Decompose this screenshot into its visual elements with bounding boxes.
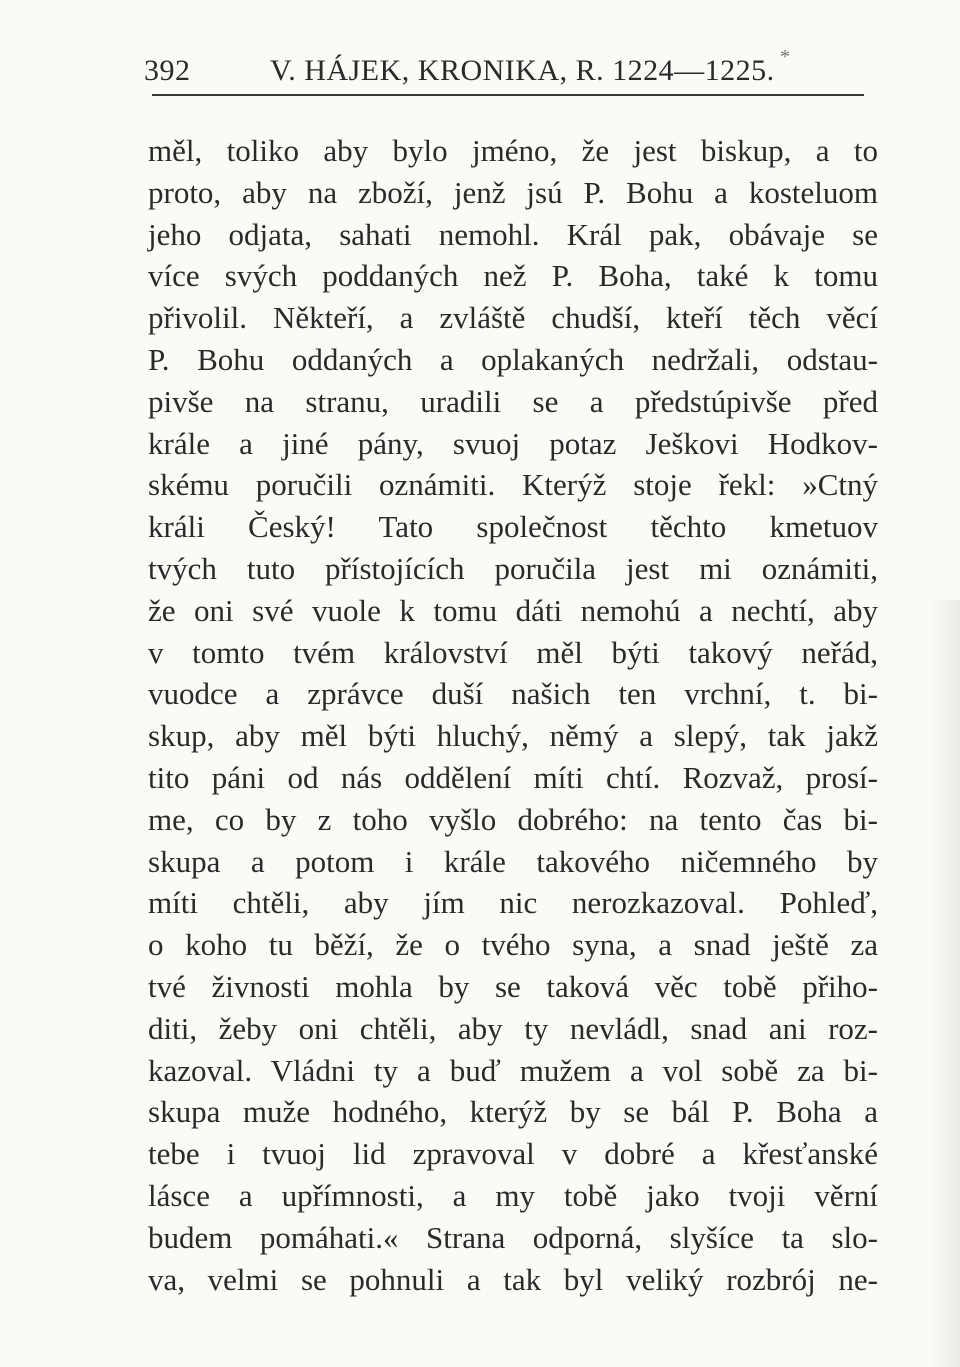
text-line: skupa a potom i krále takového ničemného by: [148, 843, 878, 879]
text-line: tebe i tvuoj lid zpravoval v dobré a křesťanské: [148, 1136, 878, 1172]
text-line: míti chtěli, aby jím nic nerozkazoval. Pohleď,: [148, 885, 878, 921]
text-line: jeho odjata, sahati nemohl. Král pak, obávaje se: [148, 216, 878, 252]
text-line: skému poručili oznámiti. Kterýž stoje řekl: »Ctný: [148, 467, 878, 503]
text-line: va, velmi se pohnuli a tak byl veliký rozbrój ne-: [148, 1261, 878, 1297]
text-line: skupa muže hodného, kterýž by se bál P. Boha a: [148, 1094, 878, 1130]
text-line: skup, aby měl býti hluchý, němý a slepý, tak jakž: [148, 718, 878, 754]
text-line: diti, žeby oni chtěli, aby ty nevládl, snad ani roz-: [148, 1010, 878, 1046]
text-line: me, co by z toho vyšlo dobrého: na tento čas bi-: [148, 801, 878, 837]
text-line: kazoval. Vládni ty a buď mužem a vol sobě za bi-: [148, 1052, 878, 1088]
text-line: měl, toliko aby bylo jméno, že jest biskup, a to: [148, 133, 878, 168]
page-edge-shading: [930, 600, 960, 1367]
running-head: [140, 46, 870, 90]
text-line: vuodce a zprávce duší našich ten vrchní, t. bi-: [148, 676, 878, 712]
header-rule: [152, 94, 864, 96]
text-line: tito páni od nás oddělení míti chtí. Rozvaž, prosí-: [148, 759, 878, 795]
asterisk-mark: *: [780, 46, 791, 68]
text-line: o koho tu běží, že o tvého syna, a snad ještě za: [148, 927, 878, 963]
text-line: více svých poddaných než P. Boha, také k tomu: [148, 258, 878, 294]
text-line: krále a jiné pány, svuoj potaz Ješkovi Hodkov-: [148, 425, 878, 461]
text-line: pivše na stranu, uradili se a předstúpivše před: [148, 383, 878, 419]
text-line: v tomto tvém království měl býti takový neřád,: [148, 634, 878, 670]
text-line: budem pomáhati.« Strana odporná, slyšíce ta slo-: [148, 1219, 878, 1255]
text-line: tvých tuto přístojících poručila jest mi oznámiti,: [148, 550, 878, 586]
body-text: [148, 130, 878, 1300]
text-line: P. Bohu oddaných a oplakaných nedržali, odstau-: [148, 341, 878, 377]
text-line: králi Český! Tato společnost těchto kmetuov: [148, 509, 878, 545]
text-line: proto, aby na zboží, jenž jsú P. Bohu a kosteluom: [148, 174, 878, 210]
text-line: že oni své vuole k tomu dáti nemohú a nechtí, aby: [148, 592, 878, 628]
text-line: přivolil. Někteří, a zvláště chudší, kteří těch věcí: [148, 300, 878, 336]
text-line: lásce a upřímnosti, a my tobě jako tvoji věrní: [148, 1177, 878, 1213]
text-line: tvé živnosti mohla by se taková věc tobě přiho-: [148, 968, 878, 1004]
page-number: 392: [144, 54, 191, 87]
running-head-title: V. HÁJEK, KRONIKA, R. 1224—1225.: [270, 54, 775, 87]
